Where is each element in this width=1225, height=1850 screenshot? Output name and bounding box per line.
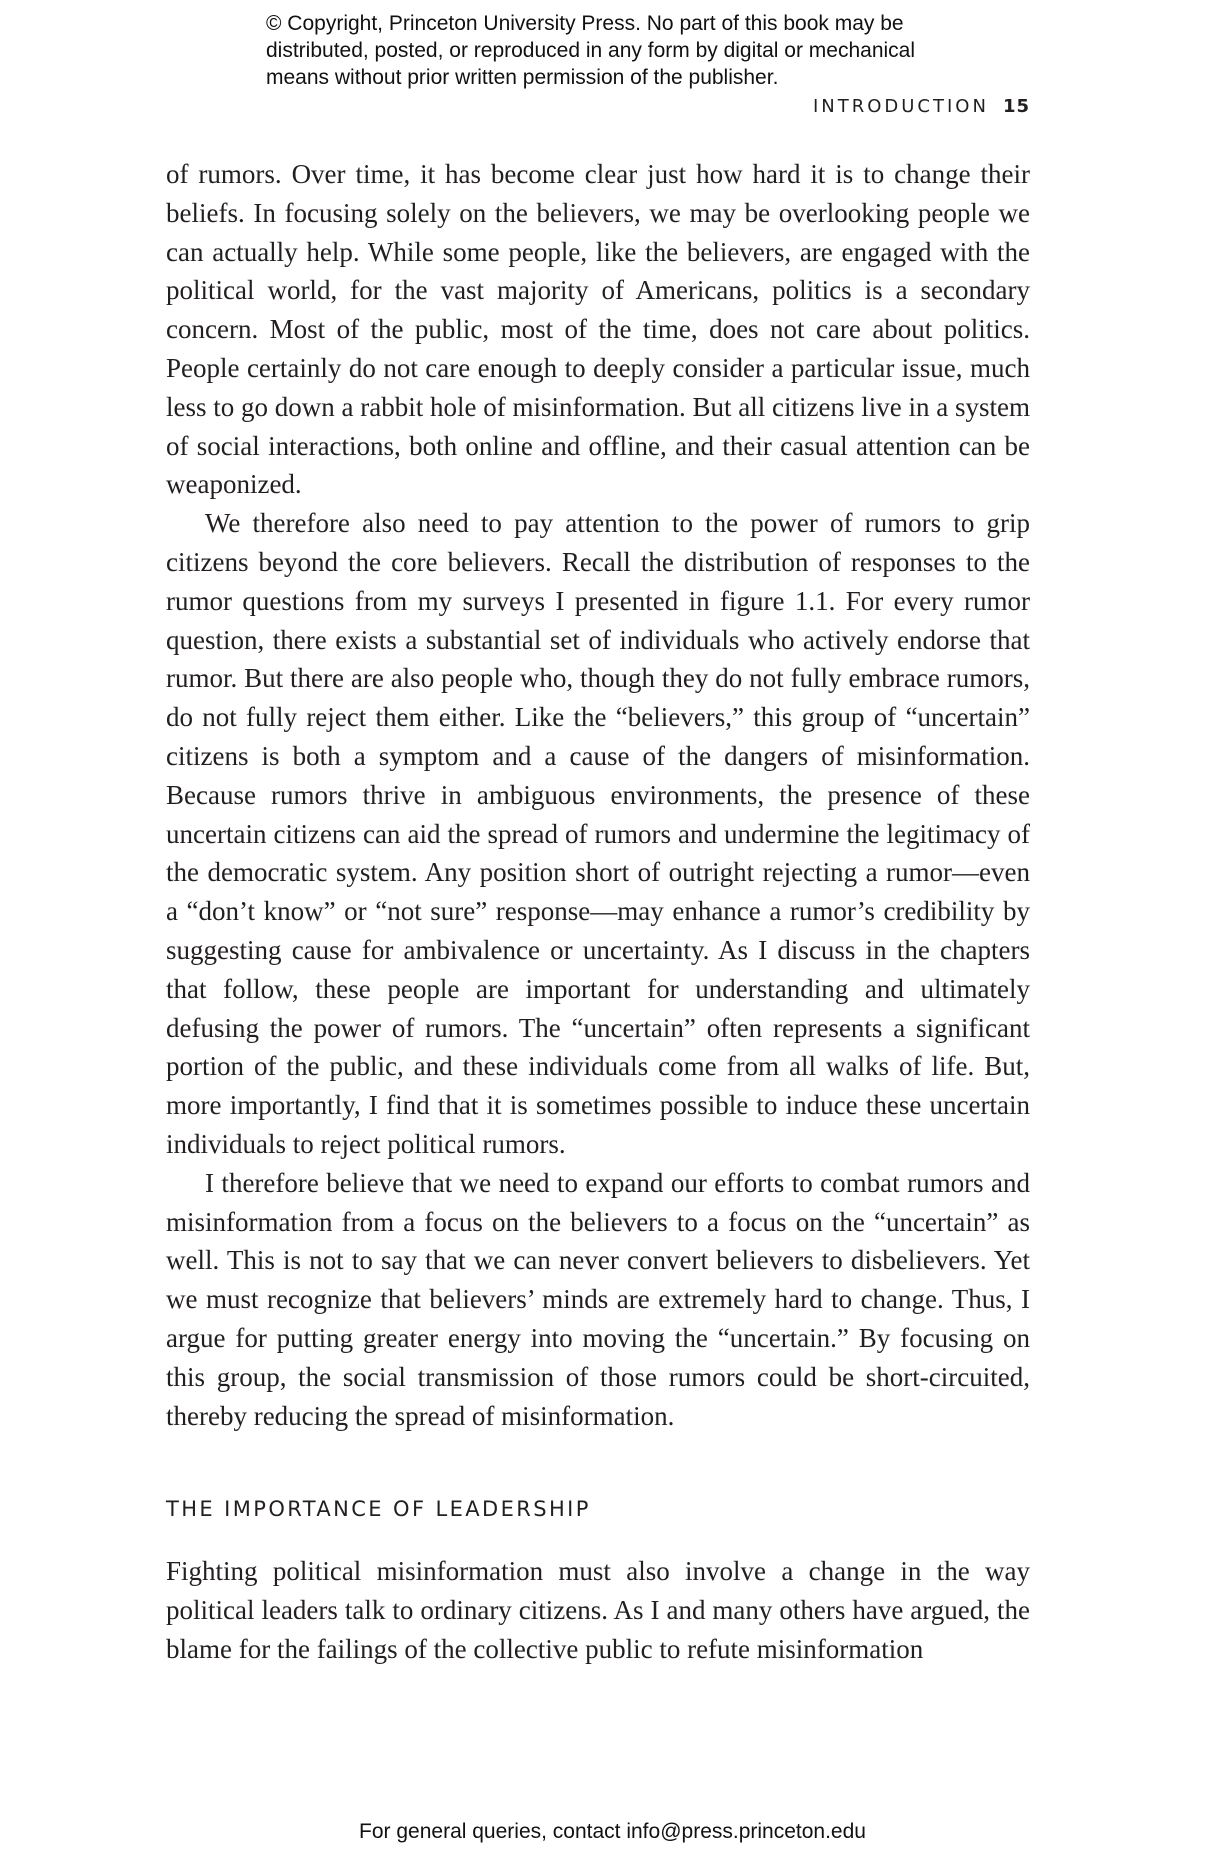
footer-contact: For general queries, contact info@press.princeton.edu bbox=[359, 1820, 866, 1843]
section-body bbox=[166, 1552, 1030, 1668]
body-text bbox=[166, 155, 1030, 1435]
section-heading: THE IMPORTANCE OF LEADERSHIP bbox=[166, 1497, 591, 1521]
copyright-line: means without prior written permission of the publisher. bbox=[266, 66, 779, 89]
paragraph: of rumors. Over time, it has become clear just how hard it is to change their beliefs. In focusing solely on the believers, we may be overlooking people we can actually help. While some people, like the believers, are engaged with the political world, for the vast majority of Americans, politics is a secondary concern. Most of the public, most of the time, does not care about politics. People certainly do not care enough to deeply consider a particular issue, much less to go down a rabbit hole of misinformation. But all citizens live in a system of social interactions, both online and offline, and their casual attention can be weaponized. bbox=[166, 159, 1030, 500]
copyright-line: distributed, posted, or reproduced in any form by digital or mechanical bbox=[266, 39, 916, 62]
running-head bbox=[813, 96, 1030, 117]
copyright-notice bbox=[266, 10, 1026, 91]
paragraph: We therefore also need to pay attention to the power of rumors to grip citizens beyond the core believers. Recall the distribution of responses to the rumor questions from my surveys I presented in figure 1.1. For every rumor question, there exists a substantial set of individuals who actively endorse that rumor. But there are also people who, though they do not fully embrace rumors, do not fully reject them either. Like the “believers,” this group of “uncertain” citizens is both a symptom and a cause of the dangers of misinformation. Because rumors thrive in ambiguous environments, the presence of these uncertain citizens can aid the spread of rumors and undermine the legitimacy of the democratic system. Any position short of outright rejecting a rumor—even a “don’t know” or “not sure” response—may enhance a rumor’s credibility by suggesting cause for ambivalence or uncertainty. As I discuss in the chapters that follow, these people are important for understanding and ultimately defusing the power of rumors. The “uncertain” often represents a significant portion of the public, and these individuals come from all walks of life. But, more importantly, I find that it is sometimes possible to induce these uncertain individuals to reject political rumors. bbox=[166, 508, 1030, 1159]
chapter-title: INTRODUCTION bbox=[812, 96, 989, 117]
paragraph: Fighting political misinformation must also involve a change in the way political leaders talk to ordinary citizens. As I and many others have argued, the blame for the failings of the collective public to refute misinformation bbox=[166, 1556, 1030, 1664]
paragraph: I therefore believe that we need to expand our efforts to combat rumors and misinformation from a focus on the believers to a focus on the “uncertain” as well. This is not to say that we can never convert believers to disbelievers. Yet we must recognize that believers’ minds are extremely hard to change. Thus, I argue for putting greater energy into moving the “uncertain.” By focusing on this group, the social transmission of those rumors could be short-circuited, thereby reducing the spread of misinformation. bbox=[166, 1167, 1030, 1431]
copyright-line: © Copyright, Princeton University Press. No part of this book may be bbox=[266, 12, 904, 35]
page-number: 15 bbox=[1002, 96, 1030, 117]
